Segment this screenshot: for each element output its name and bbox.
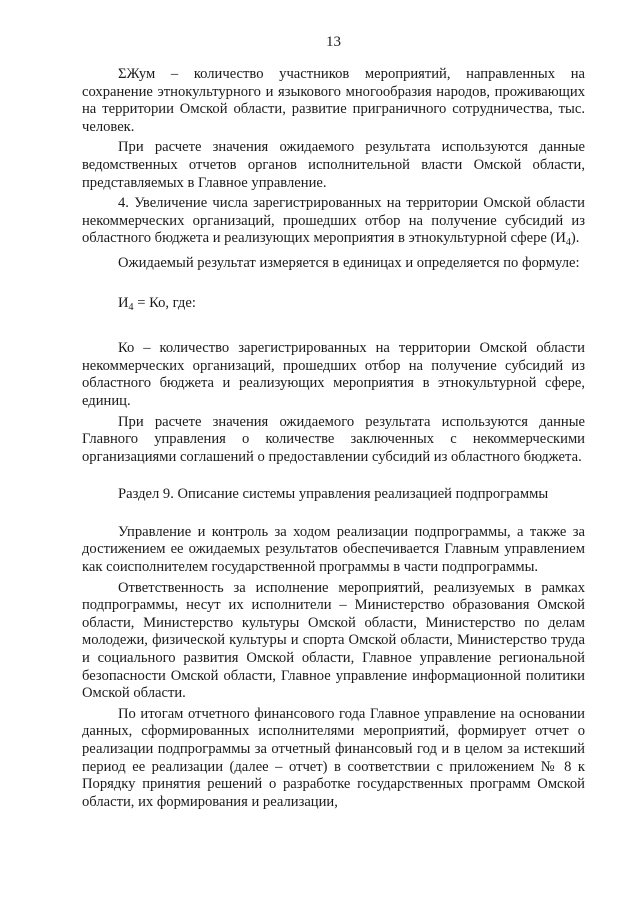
- formula-subscript: 4: [128, 301, 134, 313]
- paragraph-measure-formula: Ожидаемый результат измеряется в единицах и определяется по формуле:: [118, 254, 580, 271]
- paragraph-calc-source-1: При расчете значения ожидаемого результата используются данные ведомственных отчетов органов исполнительной власти Омской области, представляемых в Главное управление.: [82, 139, 585, 191]
- paragraph-management: Управление и контроль за ходом реализации подпрограммы, а также за достижением ее ожидаемых результатов обеспечивается Главным управлением как соисполнителем государственной программы в части подпрограммы.: [82, 523, 585, 576]
- paragraph-zhum-definition: ΣЖум – количество участников мероприятий, направленных на сохранение этнокультурного и языкового многообразия народов, проживающих на территории Омской области, развитие приграничного сотрудничества, тыс. человек.: [82, 66, 585, 135]
- paragraph-calc-source-2: При расчете значения ожидаемого результата используются данные Главного управления о количестве заключенных с некоммерческими организациями соглашений о предоставлении субсидий из областного бюджета.: [82, 413, 585, 465]
- indicator-4-text: 4. Увеличение числа зарегистрированных на территории Омской области некоммерческих организаций, прошедших отбор на получение субсидий из областного бюджета и реализующих мероприятия в этнокультурной сфере (И: [82, 195, 585, 247]
- paragraph-indicator-4: [82, 195, 585, 252]
- page-number: 13: [326, 34, 341, 50]
- paragraph-reporting: По итогам отчетного финансового года Главное управление на основании данных, сформированных исполнителями мероприятий, формирует отчет о реализации подпрограммы за отчетный финансовый год и в целом за истекший период ее реализации (далее – отчет) в соответствии с приложением № 8 к Порядку принятия решений о разработке государственных программ Омской области, их формирования и реализации,: [82, 705, 585, 810]
- document-page: [82, 0, 585, 905]
- formula: [82, 295, 585, 317]
- indicator-4-subscript: 4: [565, 237, 571, 249]
- formula-lhs: И: [118, 294, 129, 311]
- formula-rhs: = Ко, где:: [133, 294, 196, 311]
- paragraph-ko-definition: Ко – количество зарегистрированных на территории Омской области некоммерческих организаций, прошедших отбор на получение субсидий из областного бюджета и реализующих мероприятия в этнокультурной сфере, единиц.: [82, 340, 585, 409]
- section-title: Раздел 9. Описание системы управления реализацией подпрограммы: [118, 486, 549, 503]
- document-body: [82, 66, 585, 814]
- paragraph-responsibility: Ответственность за исполнение мероприятий, реализуемых в рамках подпрограммы, несут их исполнители – Министерство образования Омской области, Министерство культуры Омской области, Министерство по делам молодежи, физической культуры и спорта Омской области, Министерство труда и социального развития Омской области, Главное управление региональной безопасности Омской области, Главное управление информационной политики Омской области.: [82, 579, 585, 702]
- indicator-4-end: ).: [570, 230, 580, 247]
